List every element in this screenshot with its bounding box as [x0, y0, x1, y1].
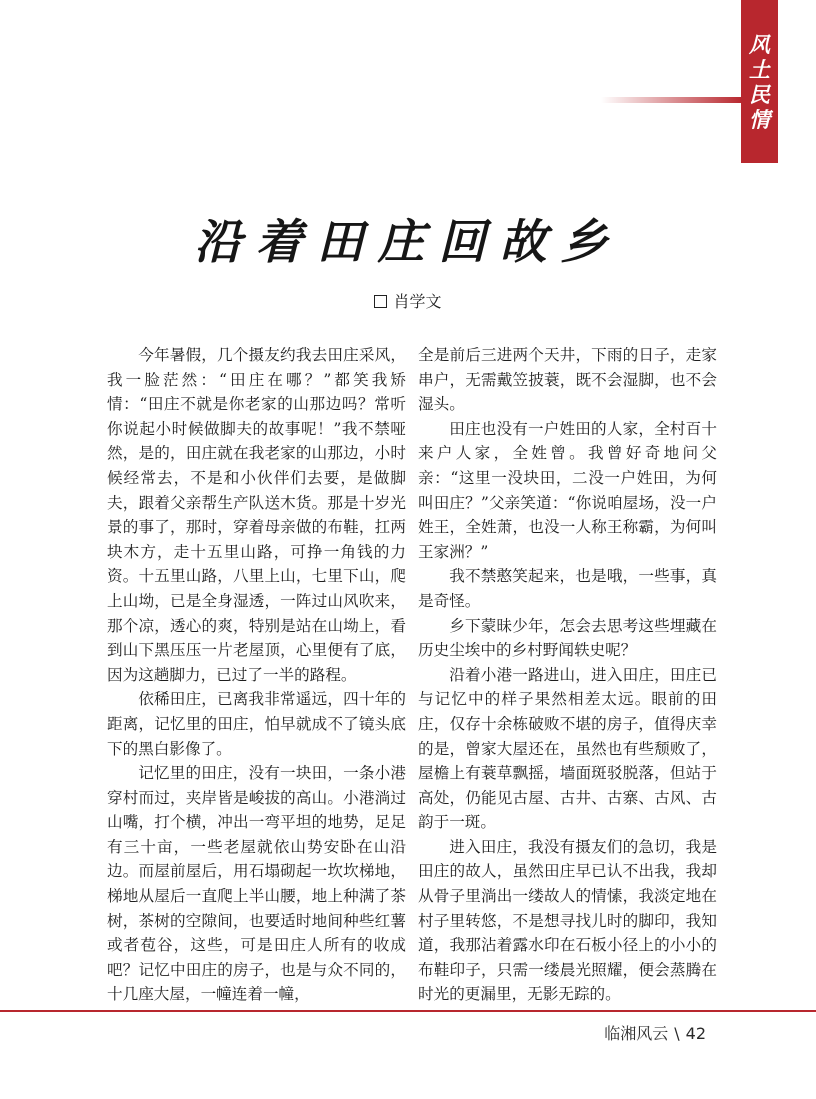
paragraph: 田庄也没有一户姓田的人家，全村百十来户人家，全姓曾。我曾好奇地问父亲：“这里一没块田，二没一户姓田，为何叫田庄？”父亲笑道：“你说咱屋场，没一户姓王，全姓萧，也没一人称王称霸，为何叫王家洲？” — [418, 419, 717, 561]
paragraph: 沿着小港一路进山，进入田庄，田庄已与记忆中的样子果然相差太远。眼前的田庄，仅存十余栋破败不堪的房子，值得庆幸的是，曾家大屋还在，虽然也有些颓败了，屋檐上有蓑草飘摇，墙面斑驳脱落，但站于高处，仍能见古屋、古井、古寨、古风、古韵于一斑。 — [418, 665, 717, 832]
footer-rule — [0, 1010, 816, 1012]
paragraph: 我不禁憨笑起来，也是哦，一些事，真是奇怪。 — [418, 567, 717, 610]
paragraph: 依稀田庄，已离我非常遥远，四十年的距离，记忆里的田庄，怕早就成不了镜头底下的黑白影像了。 — [107, 690, 406, 758]
article-title: 沿着田庄回故乡 — [194, 215, 622, 270]
footer-separator: \ — [674, 1024, 680, 1043]
section-char: 民 — [749, 81, 770, 107]
paragraph: 记忆里的田庄，没有一块田，一条小港穿村而过，夹岸皆是峻拔的高山。小港淌过山嘴，打个横，冲出一弯平坦的地势，足足有三十亩，一些老屋就依山势安卧在山沿边。而屋前屋后，用石塌砌起一坎坎梯地，梯地从屋后一直爬上半山腰，地上种满了茶树，茶树的空隙间，也要适时地间种些红薯或者苞谷，这些，可是田庄人所有的收成吧？记忆中田庄的房子，也是与众不同的，十几座大屋，一幢连着一幢， — [107, 764, 406, 1004]
section-char: 土 — [749, 56, 770, 82]
paragraph: 进入田庄，我没有摄友们的急切，我是田庄的故人，虽然田庄早已认不出我，我却从骨子里淌出一缕故人的情愫，我淡定地在村子里转悠，不是想寻找儿时的脚印，我知道，我那沾着露水印在石板小径上的小小的布鞋印子，只需一缕晨光照耀，便会蒸腾在时光的更漏里，无影无踪的。 — [418, 837, 717, 1004]
author-name: 肖学文 — [393, 292, 442, 311]
paragraph: 今年暑假，几个摄友约我去田庄采风，我一脸茫然：“田庄在哪？”都笑我矫情：“田庄不就是你老家的山那边吗？常听你说起小时候做脚夫的故事呢！”我不禁哑然，是的，田庄就在我老家的山那边，小时候经常去，不是和小伙伴们去要，是做脚夫，跟着父亲帮生产队送木货。那是十岁光景的事了，那时，穿着母亲做的布鞋，扛两块木方，走十五里山路，可挣一角钱的力资。十五里山路，八里上山，七里下山，爬上山坳，已是全身湿透，一阵过山风吹来，那个凉，透心的爽，特别是站在山坳上，看到山下黑压压一片老屋顶，心里便有了底，因为这趟脚力，已过了一半的路程。 — [107, 346, 406, 684]
section-char: 风 — [749, 31, 770, 57]
paragraph: 乡下蒙昧少年，怎会去思考这些埋藏在历史尘埃中的乡村野闻轶史呢？ — [418, 616, 717, 660]
section-tab-rule — [601, 97, 742, 103]
section-tab — [741, 0, 778, 163]
author-line — [0, 289, 816, 312]
paragraph-continuation: 全是前后三进两个天井，下雨的日子，走家串户，无需戴笠披蓑，既不会湿脚，也不会湿头。 — [418, 346, 717, 414]
body-column-left — [107, 343, 406, 1007]
magazine-name: 临湘风云 — [604, 1024, 669, 1043]
section-char: 情 — [749, 106, 770, 132]
page-footer — [604, 1021, 706, 1044]
body-column-right — [418, 343, 717, 1007]
author-box-icon — [374, 295, 387, 308]
page-number: 42 — [685, 1024, 706, 1043]
